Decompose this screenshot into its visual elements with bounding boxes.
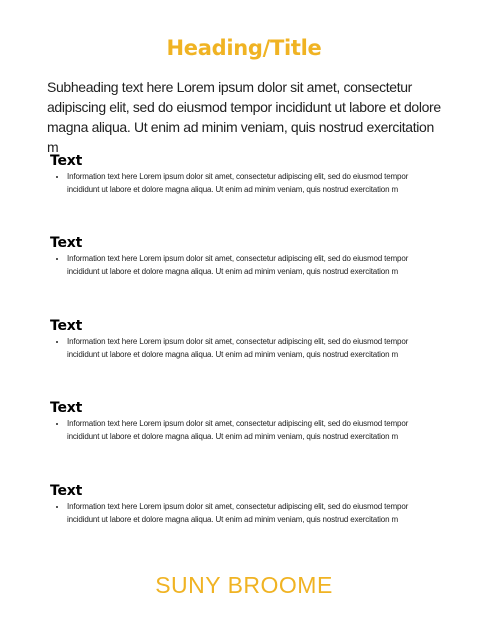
section-5 <box>50 483 430 526</box>
section-heading: Text <box>50 235 83 251</box>
bullet-item: • Information text here Lorem ipsum dolor sit amet, consectetur adipiscing elit, sed do eiusmod tempor incididunt ut labore et dolore magna aliqua. Ut enim ad minim veniam, quis nostrud exercitation m <box>67 170 430 196</box>
bullet-list <box>50 170 430 196</box>
section-heading: Text <box>50 318 83 334</box>
suny-broome-logo: SUNY BROOME <box>155 572 333 598</box>
section-heading: Text <box>50 483 83 499</box>
bullet-list <box>50 335 430 361</box>
bullet-list <box>50 252 430 278</box>
subheading: Subheading text here Lorem ipsum dolor sit amet, consectetur adipiscing elit, sed do eiusmod tempor incididunt ut labore et dolore magna aliqua. Ut enim ad minim veniam, quis nostrud exercitation m <box>47 79 441 155</box>
section-2 <box>50 235 430 278</box>
bullet-item: • Information text here Lorem ipsum dolor sit amet, consectetur adipiscing elit, sed do eiusmod tempor incididunt ut labore et dolore magna aliqua. Ut enim ad minim veniam, quis nostrud exercitation m <box>67 335 430 361</box>
section-heading: Text <box>50 400 83 416</box>
section-1 <box>50 153 430 196</box>
section-4 <box>50 400 430 443</box>
bullet-item: • Information text here Lorem ipsum dolor sit amet, consectetur adipiscing elit, sed do eiusmod tempor incididunt ut labore et dolore magna aliqua. Ut enim ad minim veniam, quis nostrud exercitation m <box>67 500 430 526</box>
page-title: Heading/Title <box>166 36 322 60</box>
bullet-list <box>50 500 430 526</box>
section-heading: Text <box>50 153 83 169</box>
bullet-item: • Information text here Lorem ipsum dolor sit amet, consectetur adipiscing elit, sed do eiusmod tempor incididunt ut labore et dolore magna aliqua. Ut enim ad minim veniam, quis nostrud exercitation m <box>67 417 430 443</box>
section-3 <box>50 318 430 361</box>
bullet-item: • Information text here Lorem ipsum dolor sit amet, consectetur adipiscing elit, sed do eiusmod tempor incididunt ut labore et dolore magna aliqua. Ut enim ad minim veniam, quis nostrud exercitation m <box>67 252 430 278</box>
bullet-list <box>50 417 430 443</box>
